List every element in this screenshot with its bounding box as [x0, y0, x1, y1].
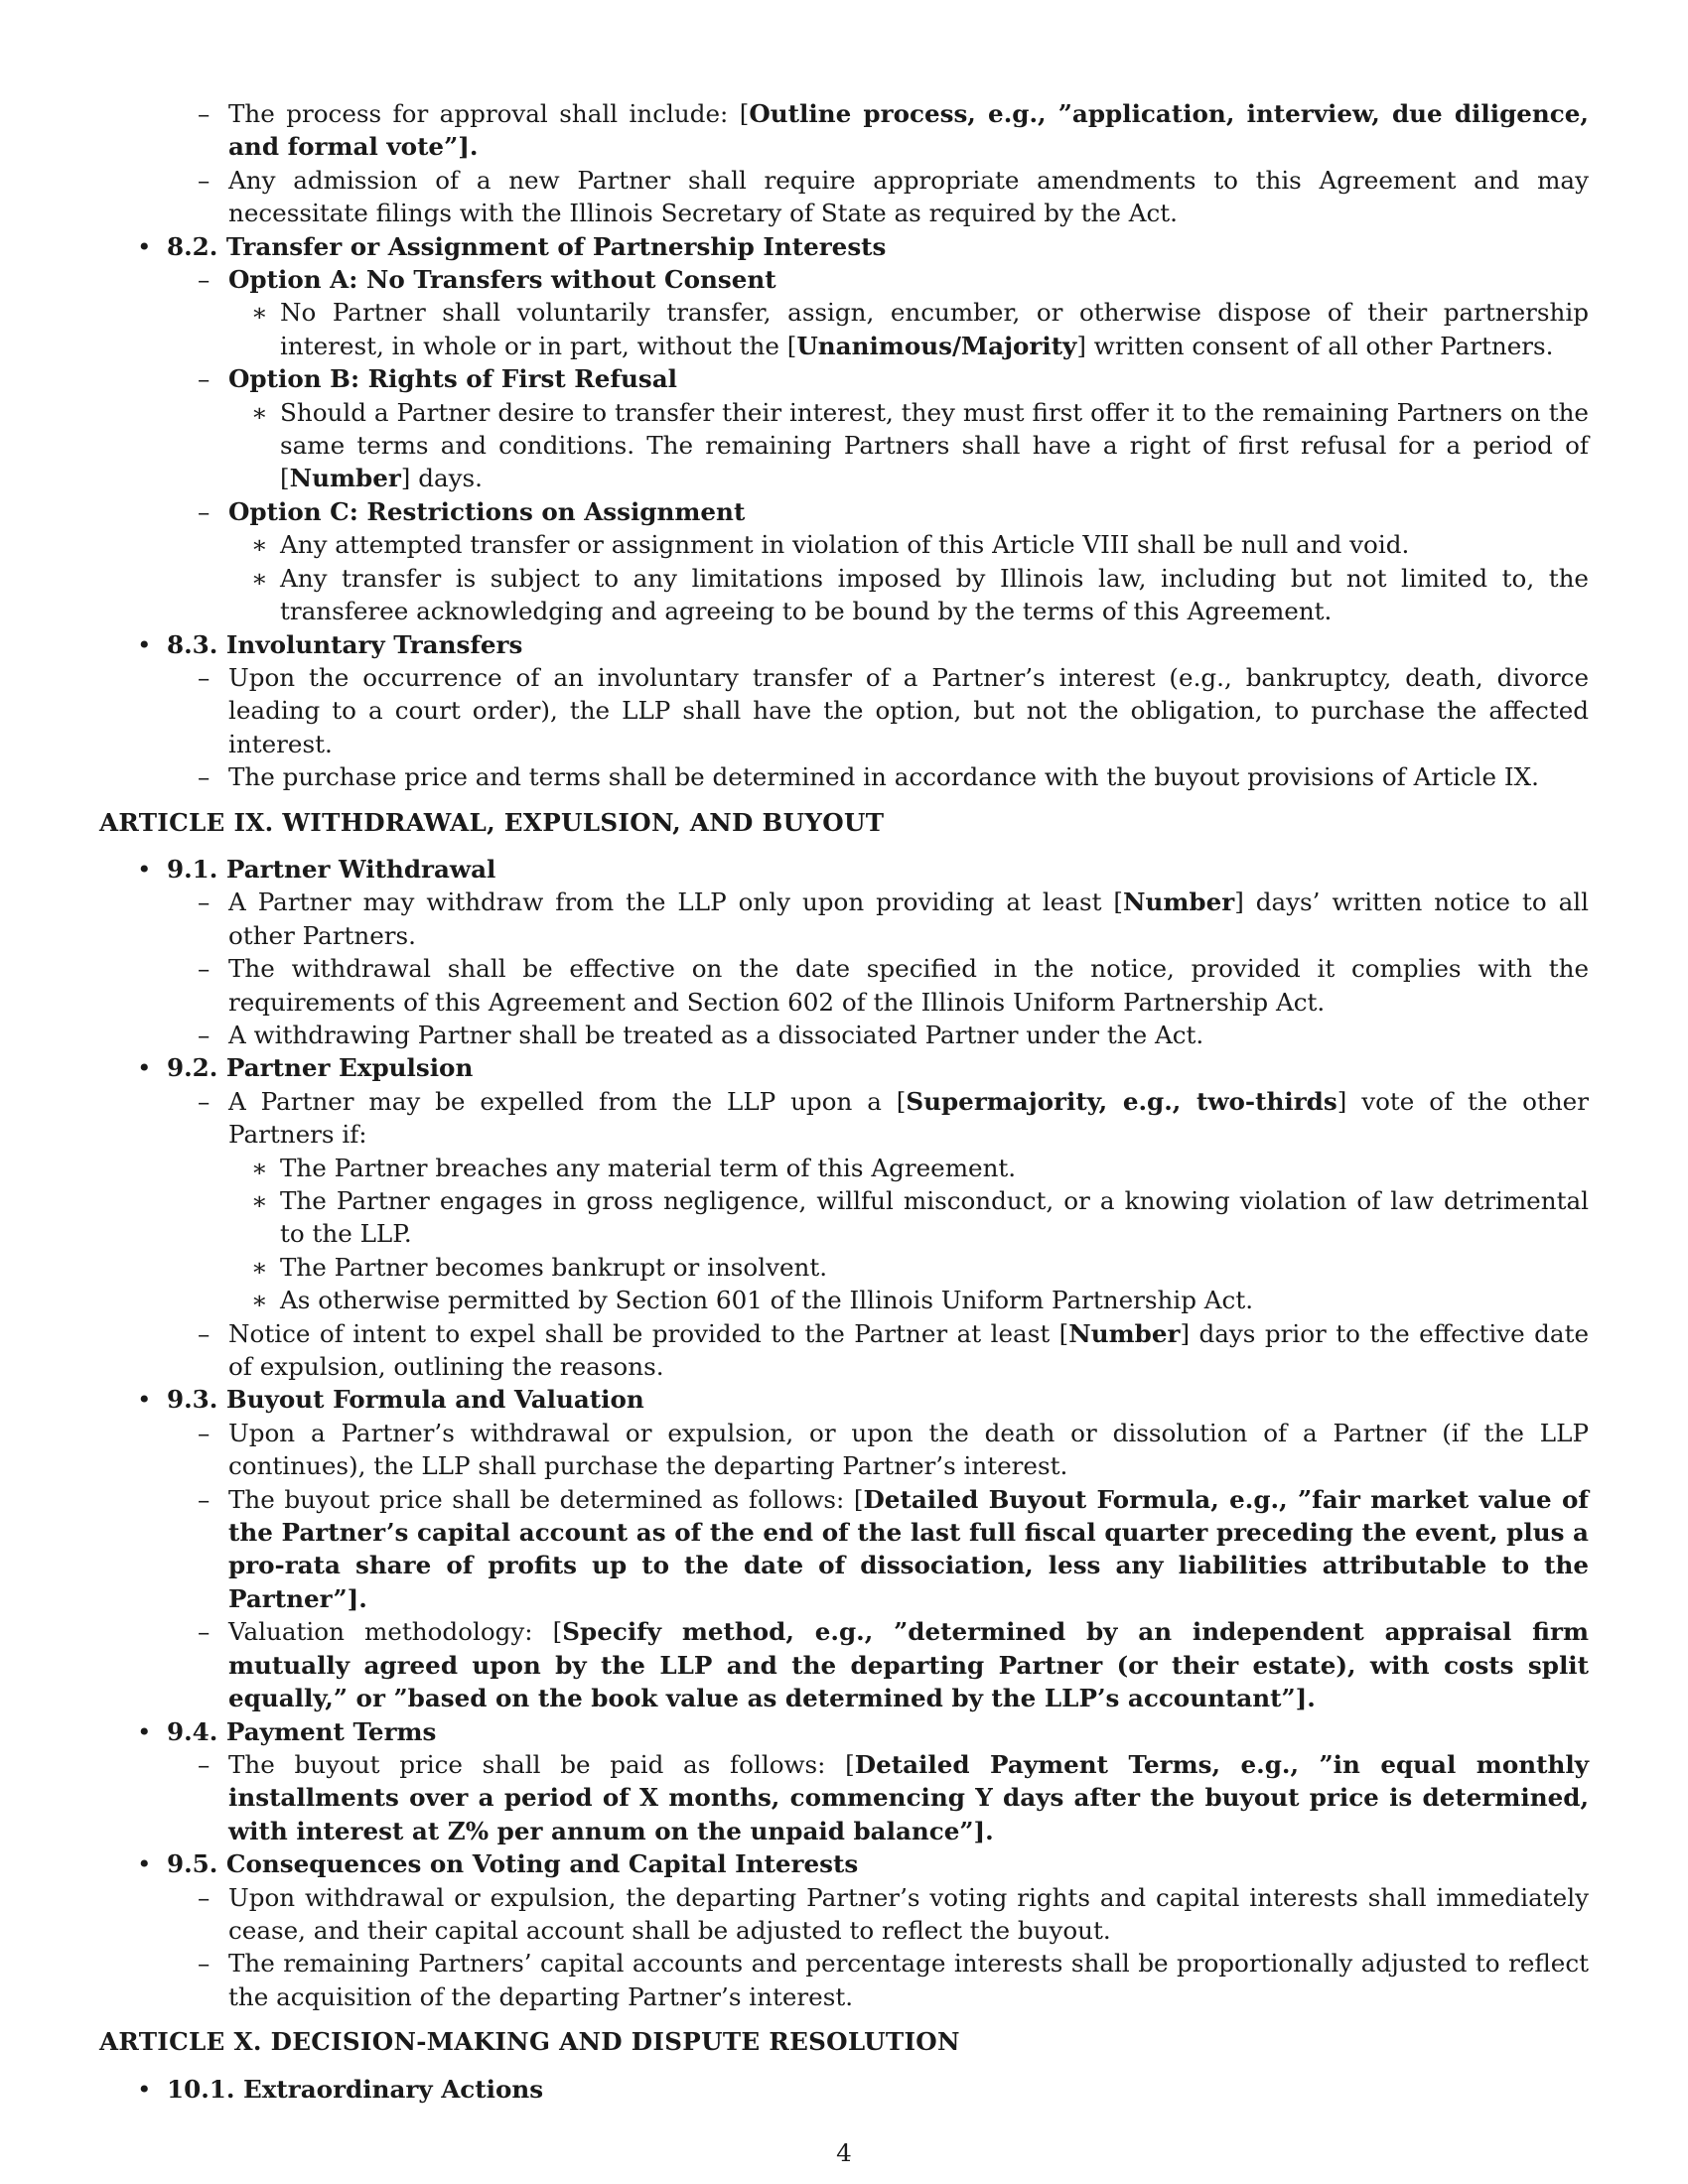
text-run: A withdrawing Partner shall be treated as a dissociated Partner under the Act.: [228, 1020, 1204, 1049]
text-run: A Partner may withdraw from the LLP only upon providing at least [: [228, 887, 1124, 917]
text-run: Upon the occurrence of an involuntary transfer of a Partner’s interest (e.g., bankruptcy, death, divorce leading to a court order), the LLP shall have the option, but not the obligation, to purchase the affected interest.: [228, 662, 1589, 758]
bold-text: Outline process, e.g., ”application, interview, due diligence, and formal vote”: [228, 99, 1589, 162]
bold-text: ].: [1295, 1684, 1316, 1713]
text-run: ARTICLE X. DECISION-MAKING AND DISPUTE RESOLUTION: [99, 2027, 960, 2057]
sub-item: [99, 97, 1589, 164]
text-run: The remaining Partners’ capital accounts and percentage interests shall be proportionally adjusted to reflect the acquisition of the departing Partner’s interest.: [228, 1949, 1589, 2011]
text-run: ] days.: [400, 464, 483, 493]
section-item: [99, 1847, 1589, 1880]
sub-sub-item: [99, 1184, 1589, 1251]
text-run: ] days’ written notice to all other Partners.: [228, 887, 1589, 950]
sub-item: [99, 495, 1589, 528]
bold-text: Option A: No Transfers without Consent: [228, 265, 776, 295]
article-heading: [99, 806, 1589, 839]
text-run: The Partner breaches any material term of this Agreement.: [280, 1153, 1017, 1182]
section-item: [99, 1051, 1589, 1084]
text-run: Upon a Partner’s withdrawal or expulsion, or upon the death or dissolution of a Partner (if the LLP continues), the LLP shall purchase the departing Partner’s interest.: [228, 1418, 1589, 1481]
text-run: ] days prior to the effective date of expulsion, outlining the reasons.: [228, 1318, 1590, 1382]
bold-text: Option B: Rights of First Refusal: [228, 364, 677, 394]
section-item: [99, 230, 1589, 263]
sub-item: [99, 1019, 1589, 1051]
sub-item: [99, 263, 1589, 296]
sub-item: [99, 952, 1589, 1019]
text-run: The withdrawal shall be effective on the date specified in the notice, provided it complies with the requirements of this Agreement and Section 602 of the Illinois Uniform Partnership Act.: [228, 954, 1589, 1017]
sub-item: [99, 1615, 1589, 1714]
text-run: Any attempted transfer or assignment in violation of this Article VIII shall be null and void.: [280, 530, 1410, 560]
text-run: The Partner engages in gross negligence, willful misconduct, or a knowing violation of law detrimental to the LLP.: [280, 1186, 1589, 1249]
sub-item: [99, 1417, 1589, 1483]
bold-text: 9.2. Partner Expulsion: [167, 1053, 474, 1083]
sub-sub-item: [99, 1284, 1589, 1316]
bold-text: ].: [347, 1583, 367, 1613]
section-item: [99, 853, 1589, 886]
bold-text: Number: [289, 464, 401, 493]
text-run: Any admission of a new Partner shall require appropriate amendments to this Agreement and may necessitate filings with the Illinois Secretary of State as required by the Act.: [228, 165, 1589, 228]
bold-text: 8.2. Transfer or Assignment of Partnership Interests: [167, 231, 887, 261]
section-item: [99, 628, 1589, 661]
section-item: [99, 1715, 1589, 1748]
sub-item: [99, 661, 1589, 760]
sub-item: [99, 1881, 1589, 1948]
bold-text: 9.3. Buyout Formula and Valuation: [167, 1385, 644, 1415]
text-run: The process for approval shall include:: [228, 99, 740, 128]
sub-sub-item: [99, 528, 1589, 561]
sub-item: [99, 164, 1589, 230]
text-run: Valuation methodology: [: [228, 1617, 563, 1647]
bold-text: Detailed Buyout Formula, e.g., ”fair market value of the Partner’s capital account as of the end of the last full fiscal quarter preceding the event, plus a pro-rata share of profits up to the date of dissociation, less any liabilities attributable to the Partner”: [228, 1484, 1589, 1613]
bold-text: 9.5. Consequences on Voting and Capital Interests: [167, 1849, 859, 1879]
text-run: Upon withdrawal or expulsion, the departing Partner’s voting rights and capital interests shall immediately cease, and their capital account shall be adjusted to reflect the buyout.: [228, 1882, 1589, 1945]
sub-sub-item: [99, 296, 1589, 362]
text-run: The buyout price shall be paid as follows: [: [228, 1749, 855, 1779]
text-run: ] written consent of all other Partners.: [1076, 331, 1554, 360]
text-run: Any transfer is subject to any limitations imposed by Illinois law, including but not limited to, the transferee acknowledging and agreeing to be bound by the terms of this Agreement.: [280, 563, 1589, 626]
bold-text: 8.3. Involuntary Transfers: [167, 629, 523, 659]
article-heading: [99, 2025, 1589, 2058]
document-body: [99, 97, 1589, 2106]
bold-text: 9.1. Partner Withdrawal: [167, 854, 496, 884]
sub-item: [99, 1483, 1589, 1616]
text-run: ARTICLE IX. WITHDRAWAL, EXPULSION, AND BUYOUT: [99, 807, 885, 837]
bold-text: 9.4. Payment Terms: [167, 1716, 437, 1746]
bold-text: 10.1. Extraordinary Actions: [167, 2074, 544, 2104]
sub-sub-item: [99, 562, 1589, 628]
text-run: The Partner becomes bankrupt or insolvent.: [280, 1252, 828, 1282]
section-item: [99, 1383, 1589, 1416]
sub-item: [99, 1317, 1589, 1384]
sub-item: [99, 362, 1589, 395]
bold-text: Unanimous/Majority: [796, 331, 1077, 360]
text-run: Notice of intent to expel shall be provided to the Partner at least [: [228, 1318, 1069, 1348]
text-run: The purchase price and terms shall be determined in accordance with the buyout provisions of Article IX.: [228, 762, 1539, 792]
sub-item: [99, 1085, 1589, 1152]
bold-text: Detailed Payment Terms, e.g., ”in equal monthly installments over a period of X months, commencing Y days after the buyout price is determined, with interest at Z% per annum on the unpaid balance”: [228, 1749, 1589, 1845]
text-run: A Partner may be expelled from the LLP upon a [: [228, 1086, 907, 1116]
bold-text: ].: [458, 132, 479, 162]
bold-text: ].: [973, 1816, 994, 1845]
bold-text: Supermajority, e.g., two-thirds: [906, 1086, 1337, 1116]
sub-sub-item: [99, 1152, 1589, 1184]
sub-sub-item: [99, 1251, 1589, 1284]
bold-text: Specify method, e.g., ”determined by an independent appraisal firm mutually agreed upon by the LLP and the departing Partner (or their estate), with costs split equally,” or ”based on the book value as determined by the LLP’s accountant”: [228, 1617, 1589, 1713]
sub-sub-item: [99, 396, 1589, 495]
sub-item: [99, 886, 1589, 952]
text-run: Should a Partner desire to transfer their interest, they must first offer it to the remaining Partners on the same terms and conditions. The remaining Partners shall have a right of first refusal for a period of [: [280, 397, 1589, 493]
text-run: ] vote of the other Partners if:: [228, 1086, 1589, 1150]
text-run: The buyout price shall be determined as follows: [: [228, 1484, 864, 1514]
sub-item: [99, 1748, 1589, 1847]
text-run: As otherwise permitted by Section 601 of the Illinois Uniform Partnership Act.: [280, 1286, 1254, 1315]
section-item: [99, 2073, 1589, 2106]
bold-text: Option C: Restrictions on Assignment: [228, 496, 746, 526]
sub-item: [99, 760, 1589, 793]
text-run: No Partner shall voluntarily transfer, assign, encumber, or otherwise dispose of their partnership interest, in whole or in part, without the [: [280, 298, 1589, 360]
text-run: [: [739, 99, 750, 128]
bold-text: Number: [1068, 1318, 1181, 1348]
page-number: 4: [836, 2138, 852, 2167]
bold-text: Number: [1123, 887, 1235, 917]
sub-item: [99, 1947, 1589, 2013]
